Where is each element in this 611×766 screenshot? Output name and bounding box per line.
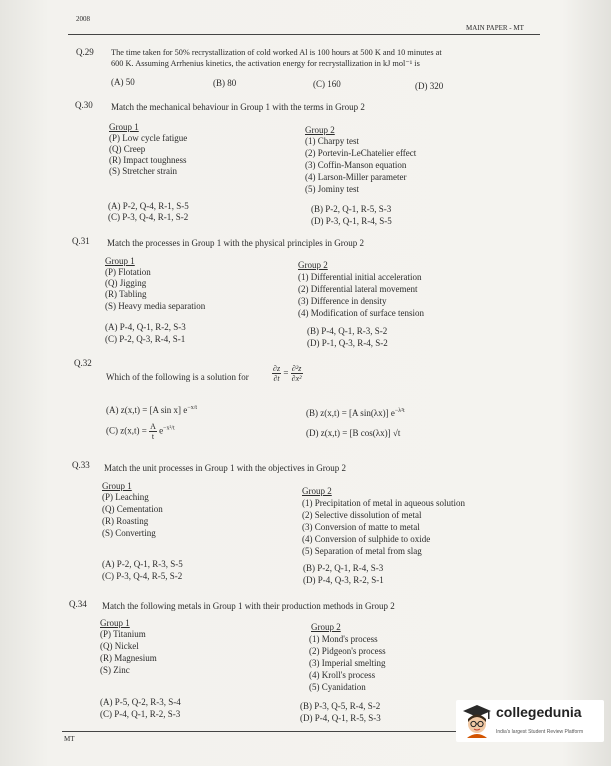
q34-g1-s: (S) Zinc — [100, 665, 130, 675]
q31-g2-4: (4) Modification of surface tension — [298, 308, 424, 318]
footer-code: MT — [64, 735, 75, 743]
q34-number: Q.34 — [69, 599, 87, 609]
q30-g2-3: (3) Coffin-Manson equation — [305, 160, 407, 170]
q30-g1-q: (Q) Creep — [109, 144, 146, 154]
q32-eq-lhs-num: ∂z — [273, 364, 281, 373]
q34-text: Match the following metals in Group 1 with their production methods in Group 2 — [102, 601, 395, 611]
q31-g1-r: (R) Tabling — [105, 289, 147, 299]
q32-eq-rhs-den: ∂x² — [291, 374, 302, 383]
q34-g1-q: (Q) Nickel — [100, 641, 139, 651]
q32-option-c-den: t — [151, 432, 155, 441]
q30-option-b[interactable]: (B) P-2, Q-1, R-5, S-3 — [311, 204, 392, 214]
q30-option-c[interactable]: (C) P-3, Q-4, R-1, S-2 — [108, 212, 189, 222]
q34-g1-r: (R) Magnesium — [100, 653, 157, 663]
q30-text: Match the mechanical behaviour in Group 1 with the terms in Group 2 — [111, 102, 365, 112]
q31-g2-1: (1) Differential initial acceleration — [298, 272, 422, 282]
q30-group2-title: Group 2 — [305, 125, 335, 135]
graduate-avatar-icon — [462, 704, 492, 738]
q30-number: Q.30 — [75, 100, 93, 110]
q33-g2-3: (3) Conversion of matte to metal — [302, 522, 420, 532]
q33-g1-p: (P) Leaching — [102, 492, 149, 502]
q34-g1-p: (P) Titanium — [100, 629, 146, 639]
q29-number: Q.29 — [76, 47, 94, 57]
q32-option-b-base: (B) z(x,t) = [A sin(λx)] e — [306, 408, 395, 418]
q29-option-a[interactable]: (A) 50 — [111, 77, 135, 87]
header-rule — [68, 34, 540, 35]
q31-g1-q: (Q) Jigging — [105, 278, 147, 288]
q31-group1-title: Group 1 — [105, 256, 135, 266]
q32-option-c-frac — [149, 422, 157, 441]
q33-g1-s: (S) Converting — [102, 528, 156, 538]
q32-option-b-exp: −λ²t — [394, 408, 405, 414]
q32-option-a-base: (A) z(x,t) = [A sin x] e — [106, 405, 188, 415]
q30-g1-s: (S) Stretcher strain — [109, 166, 177, 176]
q30-g1-p: (P) Low cycle fatigue — [109, 133, 188, 143]
q33-group1-title: Group 1 — [102, 481, 132, 491]
q30-option-a[interactable]: (A) P-2, Q-4, R-1, S-5 — [108, 201, 189, 211]
q32-option-d[interactable]: (D) z(x,t) = [B cos(λx)] √t — [306, 428, 401, 438]
q33-option-c[interactable]: (C) P-3, Q-4, R-5, S-2 — [102, 571, 183, 581]
q33-g1-q: (Q) Cementation — [102, 504, 163, 514]
q32-option-b[interactable] — [306, 406, 405, 419]
q32-option-a-exp: −x/t — [187, 405, 198, 411]
q34-group2-title: Group 2 — [311, 622, 341, 632]
q34-g2-1: (1) Mond's process — [309, 634, 378, 644]
q33-g2-5: (5) Separation of metal from slag — [302, 546, 422, 556]
q29-option-c[interactable]: (C) 160 — [313, 79, 341, 89]
q31-g1-s: (S) Heavy media separation — [105, 301, 206, 311]
header-year: 2008 — [76, 15, 90, 23]
q32-option-c-num: A — [150, 422, 156, 431]
q34-option-a[interactable]: (A) P-5, Q-2, R-3, S-4 — [100, 697, 181, 707]
q31-g2-3: (3) Difference in density — [298, 296, 387, 306]
q32-eq-lhs-den: ∂t — [273, 374, 280, 383]
q29-text-line1: The time taken for 50% recrystallization of cold worked Al is 100 hours at 500 K and 10 minutes at — [111, 48, 442, 57]
q34-option-c[interactable]: (C) P-4, Q-1, R-2, S-3 — [100, 709, 181, 719]
q32-option-c[interactable] — [106, 422, 175, 441]
q33-number: Q.33 — [72, 460, 90, 470]
q31-option-d[interactable]: (D) P-1, Q-3, R-4, S-2 — [307, 338, 388, 348]
q31-option-a[interactable]: (A) P-4, Q-1, R-2, S-3 — [105, 322, 186, 332]
footer-rule — [62, 731, 462, 732]
q32-option-c-exp: −x²/t — [163, 425, 175, 432]
q31-number: Q.31 — [72, 236, 90, 246]
q32-eq-rhs — [291, 364, 303, 383]
q29-option-d[interactable]: (D) 320 — [415, 81, 444, 91]
q30-option-d[interactable]: (D) P-3, Q-1, R-4, S-5 — [311, 216, 392, 226]
q32-eq-equals: = — [283, 367, 289, 378]
q31-option-b[interactable]: (B) P-4, Q-1, R-3, S-2 — [307, 326, 388, 336]
q33-g1-r: (R) Roasting — [102, 516, 149, 526]
logo-tagline: India's largest Student Review Platform — [496, 729, 584, 735]
q30-group1-title: Group 1 — [109, 122, 139, 132]
q32-number: Q.32 — [74, 358, 92, 368]
q32-option-c-base: (C) z(x,t) = — [106, 425, 147, 436]
collegedunia-logo[interactable] — [456, 700, 604, 742]
q32-eq-rhs-num: ∂²z — [291, 364, 302, 373]
q30-g2-5: (5) Jominy test — [305, 184, 359, 194]
q32-text: Which of the following is a solution for — [106, 372, 249, 382]
q34-option-d[interactable]: (D) P-4, Q-1, R-5, S-3 — [300, 713, 381, 723]
q33-g2-1: (1) Precipitation of metal in aqueous solution — [302, 498, 465, 508]
q32-equation — [272, 364, 303, 383]
q33-group2-title: Group 2 — [302, 486, 332, 496]
q31-g1-p: (P) Flotation — [105, 267, 151, 277]
q33-g2-4: (4) Conversion of sulphide to oxide — [302, 534, 431, 544]
q31-option-c[interactable]: (C) P-2, Q-3, R-4, S-1 — [105, 334, 186, 344]
q31-text: Match the processes in Group 1 with the physical principles in Group 2 — [107, 238, 364, 248]
q30-g2-1: (1) Charpy test — [305, 136, 359, 146]
q33-text: Match the unit processes in Group 1 with the objectives in Group 2 — [104, 463, 346, 473]
q32-eq-lhs — [272, 364, 281, 383]
q34-g2-3: (3) Imperial smelting — [309, 658, 386, 668]
q32-option-c-e: e — [159, 425, 164, 436]
q34-g2-5: (5) Cyanidation — [309, 682, 366, 692]
q31-group2-title: Group 2 — [298, 260, 328, 270]
q31-g2-2: (2) Differential lateral movement — [298, 284, 418, 294]
q33-option-b[interactable]: (B) P-2, Q-1, R-4, S-3 — [303, 563, 384, 573]
q30-g2-2: (2) Portevin-LeChatelier effect — [305, 148, 417, 158]
q29-option-b[interactable]: (B) 80 — [213, 78, 237, 88]
q32-option-a[interactable] — [106, 403, 197, 416]
q34-g2-4: (4) Kroll's process — [309, 670, 376, 680]
q33-option-a[interactable]: (A) P-2, Q-1, R-3, S-5 — [102, 559, 183, 569]
q33-option-d[interactable]: (D) P-4, Q-3, R-2, S-1 — [303, 575, 384, 585]
q34-option-b[interactable]: (B) P-3, Q-5, R-4, S-2 — [300, 701, 381, 711]
q33-g2-2: (2) Selective dissolution of metal — [302, 510, 422, 520]
q34-group1-title: Group 1 — [100, 618, 130, 628]
logo-wordmark: collegedunia — [496, 704, 582, 720]
q30-g2-4: (4) Larson-Miller parameter — [305, 172, 407, 182]
q29-text-line2: 600 K. Assuming Arrhenius kinetics, the activation energy for recrystallization in kJ mol⁻¹ is — [111, 59, 420, 68]
header-paper: MAIN PAPER - MT — [466, 24, 524, 32]
q34-g2-2: (2) Pidgeon's process — [309, 646, 386, 656]
q30-g1-r: (R) Impact toughness — [109, 155, 187, 165]
